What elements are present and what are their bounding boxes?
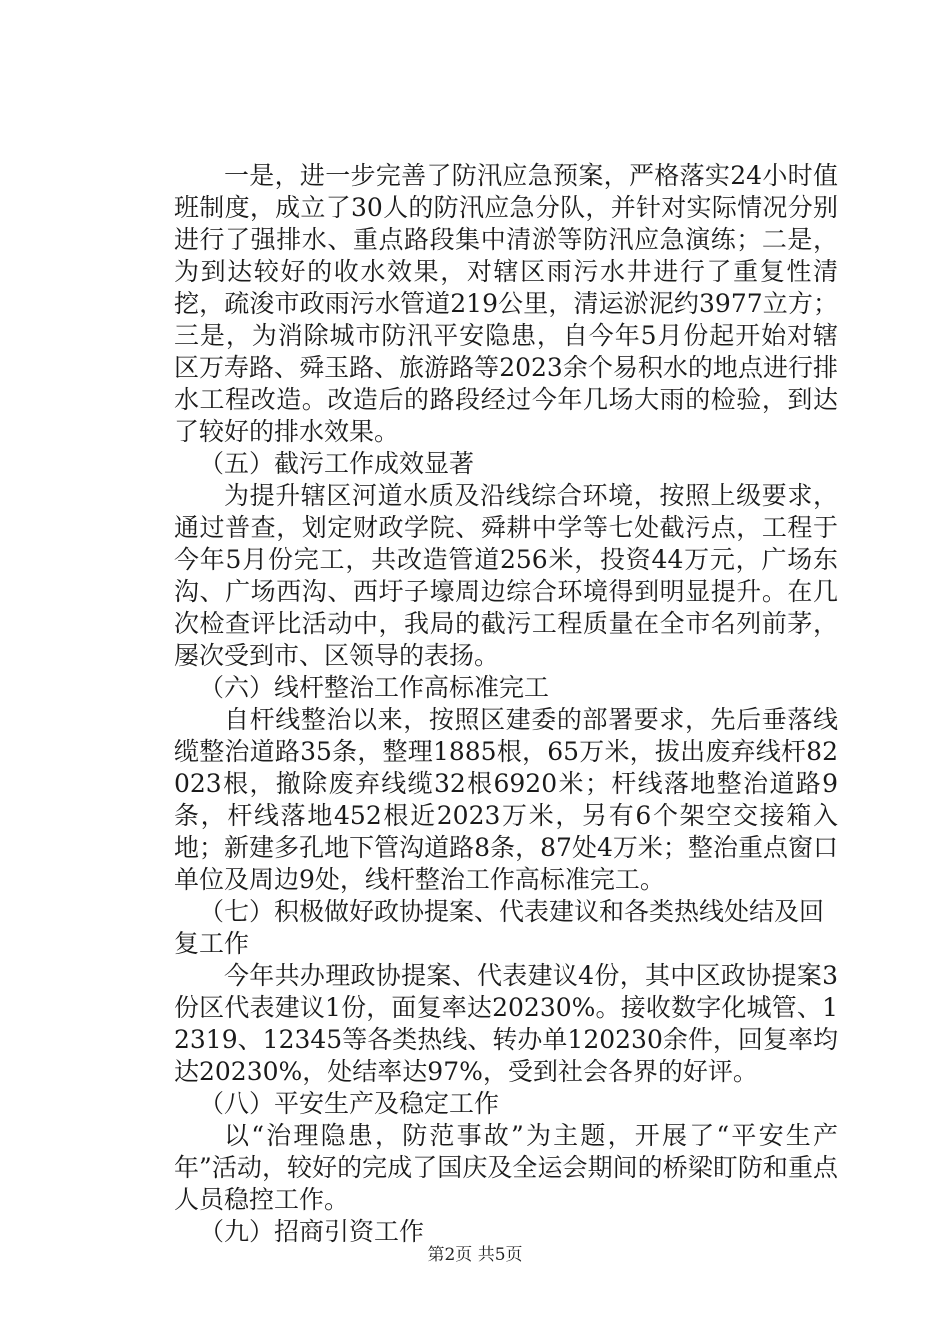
paragraph-proposals-hotlines: 今年共办理政协提案、代表建议4份，其中区政协提案3份区代表建议1份，面复率达20230%。接收数字化城管、12319、12345等各类热线、转办单120230余件，回复率均达20230%，处结率达97%，受到社会各界的好评。 — [174, 961, 838, 1086]
section-heading-8: （八）平安生产及稳定工作 — [199, 1089, 500, 1118]
paragraph-sewage-interception: 为提升辖区河道水质及沿线综合环境，按照上级要求，通过普查，划定财政学院、舜耕中学等七处截污点，工程于今年5月份完工，共改造管道256米，投资44万元，广场东沟、广场西沟、西圩子壕周边综合环境得到明显提升。在几次检查评比活动中，我局的截污工程质量在全市名列前茅，屡次受到市、区领导的表扬。 — [174, 481, 838, 670]
section-heading-7: （七）积极做好政协提案、代表建议和各类热线处结及回复工作 — [174, 897, 825, 958]
section-heading-5: （五）截污工作成效显著 — [199, 449, 475, 478]
section-heading-9: （九）招商引资工作 — [199, 1217, 425, 1246]
page-number-footer: 第2页 共5页 — [427, 1245, 523, 1265]
paragraph-safety-production: 以“治理隐患，防范事故”为主题，开展了“平安生产年”活动，较好的完成了国庆及全运会期间的桥梁盯防和重点人员稳控工作。 — [174, 1121, 838, 1214]
document-body — [174, 160, 838, 1248]
paragraph-pole-line-renovation: 自杆线整治以来，按照区建委的部署要求，先后垂落线缆整治道路35条，整理1885根，65万米，拔出废弃线杆82023根，撤除废弃线缆32根6920米；杆线落地整治道路9条，杆线落地452根近2023万米，另有6个架空交接箱入地；新建多孔地下管沟道路8条，87处4万米；整治重点窗口单位及周边9处，线杆整治工作高标准完工。 — [174, 705, 838, 894]
paragraph-flood-measures: 一是，进一步完善了防汛应急预案，严格落实24小时值班制度，成立了30人的防汛应急分队，并针对实际情况分别进行了强排水、重点路段集中清淤等防汛应急演练；二是，为到达较好的收水效果，对辖区雨污水井进行了重复性清挖，疏浚市政雨污水管道219公里，清运淤泥约3977立方；三是，为消除城市防汛平安隐患，自今年5月份起开始对辖区万寿路、舜玉路、旅游路等2023余个易积水的地点进行排水工程改造。改造后的路段经过今年几场大雨的检验，到达了较好的排水效果。 — [174, 161, 838, 446]
section-heading-6: （六）线杆整治工作高标准完工 — [199, 673, 550, 702]
